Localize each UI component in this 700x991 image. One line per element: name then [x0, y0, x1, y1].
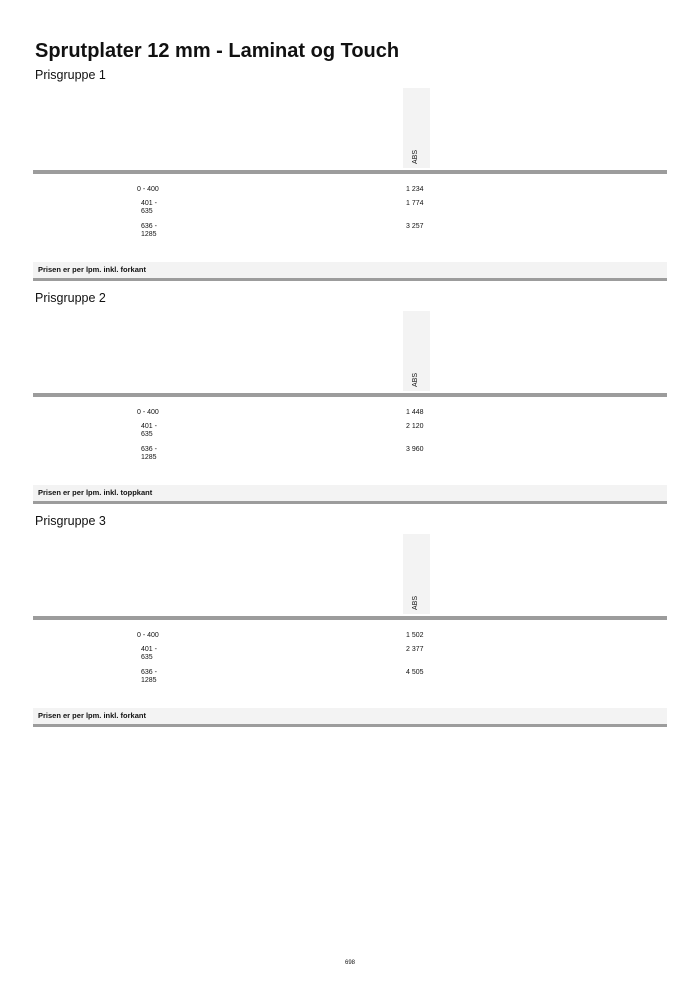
- section-divider: [33, 501, 667, 504]
- range-cell: 0 - 400: [137, 632, 159, 639]
- price-cell: 1 448: [406, 409, 424, 416]
- table-row: [33, 423, 667, 445]
- price-cell: 1 774: [406, 200, 424, 207]
- header-divider: [33, 616, 667, 620]
- price-group-3: [33, 514, 667, 724]
- range-cell: 401 - 635: [141, 423, 157, 438]
- column-header: [403, 534, 430, 614]
- page-title: Sprutplater 12 mm - Laminat og Touch: [35, 40, 400, 62]
- header-divider: [33, 170, 667, 174]
- table-row: [33, 669, 667, 691]
- column-header-label: ABS: [412, 595, 419, 610]
- column-header: [403, 311, 430, 391]
- price-note: Prisen er per lpm. inkl. forkant: [38, 711, 146, 720]
- note-bar: [33, 485, 667, 501]
- price-cell: 2 377: [406, 646, 424, 653]
- price-cell: 4 505: [406, 669, 424, 676]
- column-header: [403, 88, 430, 168]
- section-divider: [33, 278, 667, 281]
- price-group-2: [33, 291, 667, 501]
- group-title: Prisgruppe 2: [35, 291, 106, 305]
- page-number: 698: [344, 960, 355, 966]
- price-cell: 1 234: [406, 186, 424, 193]
- range-cell: 636 - 1285: [141, 669, 157, 684]
- column-header-label: ABS: [412, 372, 419, 387]
- range-cell: 401 - 635: [141, 646, 157, 661]
- price-cell: 1 502: [406, 632, 424, 639]
- header-divider: [33, 393, 667, 397]
- price-note: Prisen er per lpm. inkl. forkant: [38, 265, 146, 274]
- group-title: Prisgruppe 3: [35, 514, 106, 528]
- range-cell: 636 - 1285: [141, 223, 157, 238]
- column-header-label: ABS: [412, 149, 419, 164]
- table-row: [33, 200, 667, 222]
- price-cell: 3 960: [406, 446, 424, 453]
- range-cell: 636 - 1285: [141, 446, 157, 461]
- note-bar: [33, 262, 667, 278]
- table-row: [33, 446, 667, 468]
- price-group-1: [33, 68, 667, 278]
- group-title: Prisgruppe 1: [35, 68, 106, 82]
- note-bar: [33, 708, 667, 724]
- range-cell: 0 - 400: [137, 409, 159, 416]
- price-note: Prisen er per lpm. inkl. toppkant: [38, 488, 153, 497]
- table-row: [33, 646, 667, 668]
- table-row: [33, 223, 667, 245]
- range-cell: 0 - 400: [137, 186, 159, 193]
- section-divider: [33, 724, 667, 727]
- price-cell: 2 120: [406, 423, 424, 430]
- range-cell: 401 - 635: [141, 200, 157, 215]
- price-cell: 3 257: [406, 223, 424, 230]
